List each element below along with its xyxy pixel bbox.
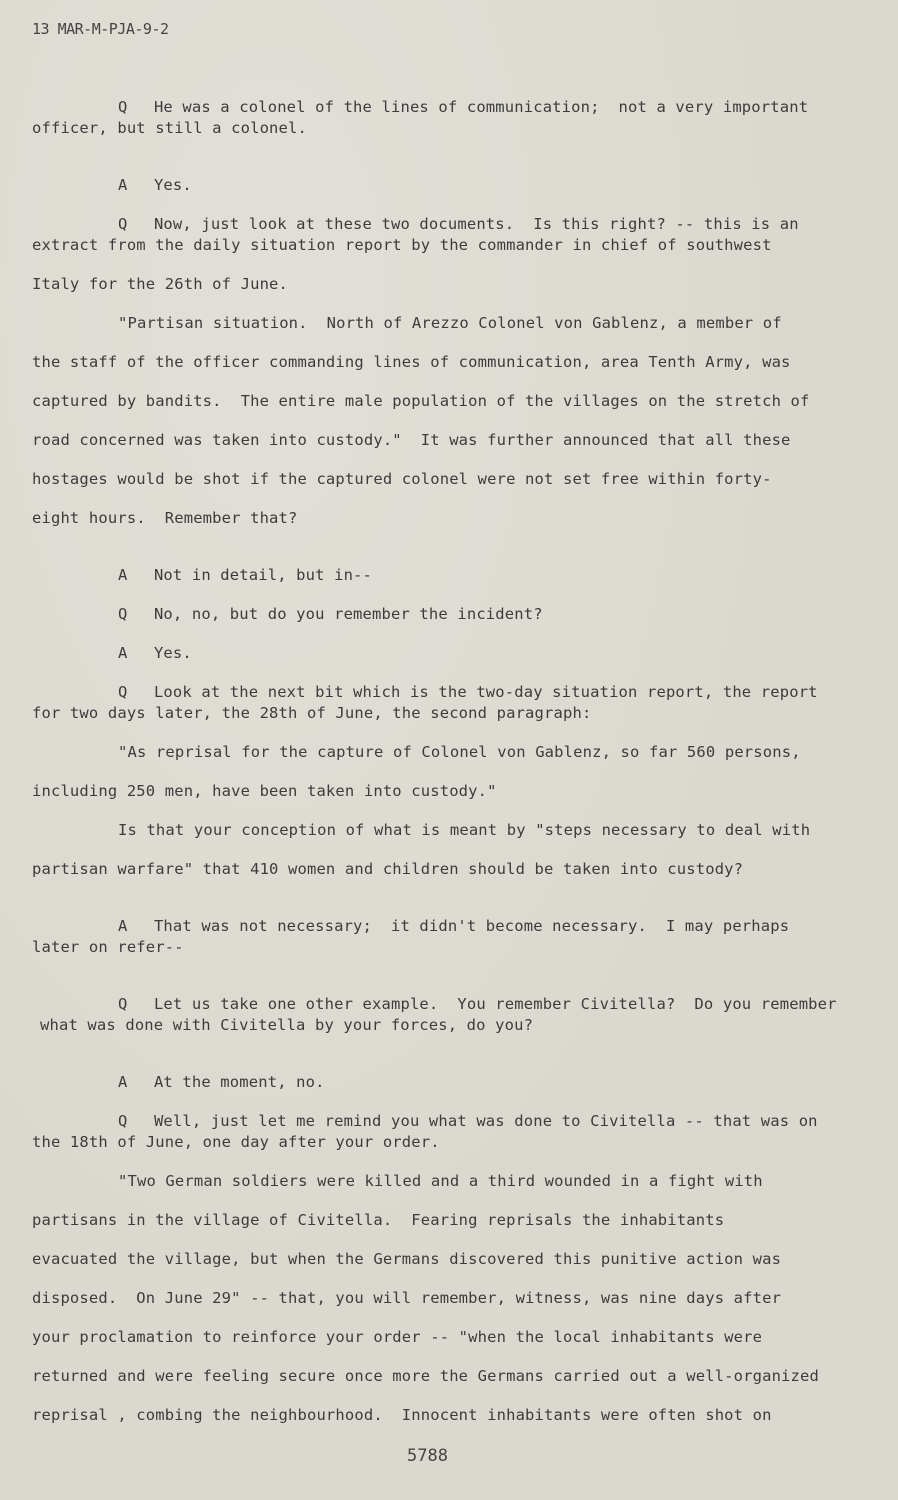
text-line: returned and were feeling secure once more the Germans carried out a well-organized [32, 1367, 819, 1385]
text-line: captured by bandits. The entire male population of the villages on the stretch of [32, 392, 810, 410]
page-number: 5788 [407, 1446, 448, 1466]
text-line: disposed. On June 29" -- that, you will remember, witness, was nine days after [32, 1289, 782, 1307]
speaker-q: Q [117, 605, 128, 623]
text-line: eight hours. Remember that? [32, 509, 298, 527]
speaker-a: A [117, 644, 128, 662]
text-line: Q Let us take one other example. You remember Civitella? Do you remember [117, 995, 837, 1013]
text-line: reprisal , combing the neighbourhood. Innocent inhabitants were often shot on [32, 1406, 772, 1424]
text-line: road concerned was taken into custody." It was further announced that all these [32, 431, 791, 449]
text-line: "Partisan situation. North of Arezzo Colonel von Gablenz, a member of [118, 314, 782, 332]
speaker-q: Q [117, 995, 128, 1013]
speaker-q: Q [117, 1112, 128, 1130]
speaker-a: A [117, 176, 128, 194]
text-line: partisans in the village of Civitella. Fearing reprisals the inhabitants [32, 1211, 725, 1229]
speaker-q: Q [117, 683, 128, 701]
text-line: A That was not necessary; it didn't become necessary. I may perhaps [117, 917, 790, 935]
text-line: for two days later, the 28th of June, the second paragraph: [32, 704, 592, 722]
text-line: A Yes. [117, 644, 192, 662]
text-line: Q Look at the next bit which is the two-day situation report, the report [117, 683, 818, 701]
text-line: Q No, no, but do you remember the incident? [117, 605, 543, 623]
text-line: Italy for the 26th of June. [32, 275, 289, 293]
speaker-a: A [117, 566, 128, 584]
speaker-q: Q [117, 215, 128, 233]
text-line: A Yes. [117, 176, 192, 194]
text-line: the 18th of June, one day after your order. [32, 1133, 440, 1151]
text-line: what was done with Civitella by your forces, do you? [40, 1016, 534, 1034]
text-line: including 250 men, have been taken into custody." [32, 782, 497, 800]
text-line: Q Well, just let me remind you what was done to Civitella -- that was on [117, 1112, 818, 1130]
text-line: "Two German soldiers were killed and a third wounded in a fight with [118, 1172, 763, 1190]
text-line: your proclamation to reinforce your order -- "when the local inhabitants were [32, 1328, 763, 1346]
text-line: Q Now, just look at these two documents. Is this right? -- this is an [117, 215, 799, 233]
text-line: Is that your conception of what is meant by "steps necessary to deal with [118, 821, 811, 839]
text-line: Q He was a colonel of the lines of communication; not a very important [117, 98, 809, 116]
document-id: 13 MAR-M-PJA-9-2 [32, 20, 169, 38]
text-line: extract from the daily situation report by the commander in chief of southwest [32, 236, 772, 254]
text-line: partisan warfare" that 410 women and children should be taken into custody? [32, 860, 744, 878]
speaker-a: A [117, 1073, 128, 1091]
text-line: hostages would be shot if the captured colonel were not set free within forty- [32, 470, 772, 488]
text-line: later on refer-- [32, 938, 184, 956]
speaker-q: Q [117, 98, 128, 116]
text-line: evacuated the village, but when the Germans discovered this punitive action was [32, 1250, 782, 1268]
text-line: officer, but still a colonel. [32, 119, 307, 137]
text-line: the staff of the officer commanding lines of communication, area Tenth Army, was [32, 353, 791, 371]
speaker-a: A [117, 917, 128, 935]
text-line: "As reprisal for the capture of Colonel von Gablenz, so far 560 persons, [118, 743, 801, 761]
text-line: A Not in detail, but in-- [117, 566, 373, 584]
text-line: A At the moment, no. [117, 1073, 325, 1091]
